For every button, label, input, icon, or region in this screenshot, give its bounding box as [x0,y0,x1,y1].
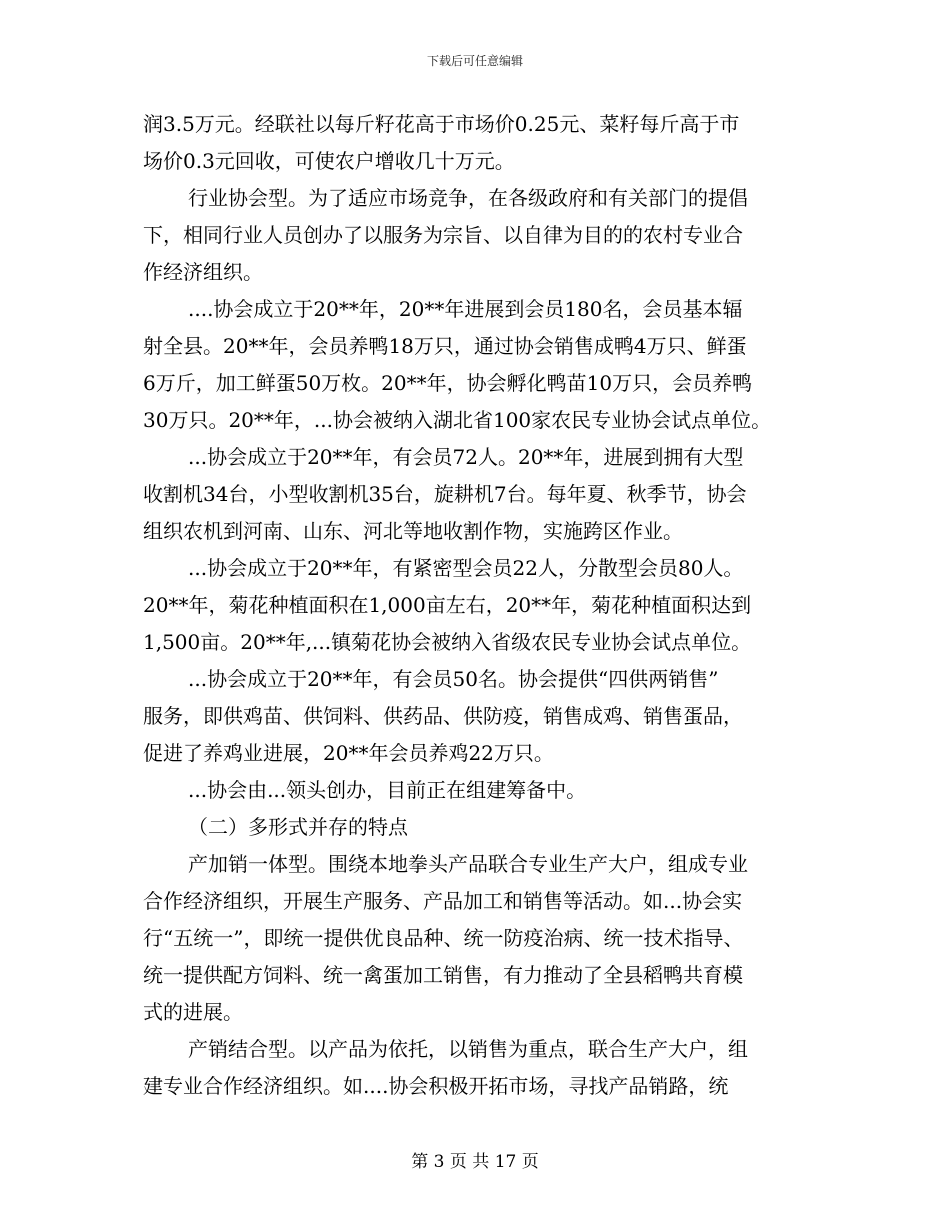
document-body [143,106,823,1105]
paragraph-start: ...协会成立于20**年，有紧密型会员22人，分散型会员80人。 [188,556,744,580]
paragraph-start: ...协会由...领头创办，目前正在组建筹备中。 [188,778,587,802]
text-line: 服务，即供鸡苗、供饲料、供药品、供防疫，销售成鸡、销售蛋品， [143,704,743,728]
paragraph-start: ....协会成立于20**年，20**年进展到会员180名，会员基本辐 [188,297,743,321]
text-line: 收割机34台，小型收割机35台，旋耕机7台。每年夏、秋季节，协会 [143,482,747,506]
paragraph-start: 产销结合型。以产品为依托，以销售为重点，联合生产大户，组 [188,1037,748,1061]
paragraph-start: 行业协会型。为了适应市场竞争，在各级政府和有关部门的提倡 [188,186,748,210]
text-line: 式的进展。 [143,1000,243,1024]
text-line: 场价0.3元回收，可使农户增收几十万元。 [143,149,515,173]
section-heading: （二）多形式并存的特点 [188,815,408,839]
paragraph-start: ...协会成立于20**年，有会员50名。协会提供“四供两销售” [188,667,719,691]
text-line: 建专业合作经济组织。如....协会积极开拓市场，寻找产品销路，统 [143,1074,729,1098]
page-header: 下载后可任意编辑 [426,54,523,68]
text-line: 30万只。20**年，...协会被纳入湖北省100家农民专业协会试点单位。 [143,408,772,432]
text-line: 合作经济组织，开展生产服务、产品加工和销售等活动。如...协会实 [143,889,743,913]
text-line: 作经济组织。 [143,260,263,284]
text-line: 20**年，菊花种植面积在1,000亩左右，20**年，菊花种植面积达到 [143,593,752,617]
text-line: 促进了养鸡业进展，20**年会员养鸡22万只。 [143,741,554,765]
text-line: 组织农机到河南、山东、河北等地收割作物，实施跨区作业。 [143,519,683,543]
text-line: 统一提供配方饲料、统一禽蛋加工销售，有力推动了全县稻鸭共育模 [143,963,743,987]
text-line: 行“五统一”，即统一提供优良品种、统一防疫治病、统一技术指导、 [143,926,744,950]
text-line: 下，相同行业人员创办了以服务为宗旨、以自律为目的的农村专业合 [143,223,743,247]
paragraph-start: 产加销一体型。围绕本地拳头产品联合专业生产大户，组成专业 [188,852,748,876]
text-line: 1,500亩。20**年,...镇菊花协会被纳入省级农民专业协会试点单位。 [143,630,752,654]
page-footer: 第 3 页 共 17 页 [411,1152,539,1172]
text-line: 润3.5万元。经联社以每斤籽花高于市场价0.25元、菜籽每斤高于市 [143,112,740,136]
text-line: 射全县。20**年，会员养鸭18万只，通过协会销售成鸭4万只、鲜蛋 [143,334,747,358]
text-line: 6万斤，加工鲜蛋50万枚。20**年，协会孵化鸭苗10万只，会员养鸭 [143,371,753,395]
paragraph-start: ...协会成立于20**年，有会员72人。20**年，进展到拥有大型 [188,445,744,469]
